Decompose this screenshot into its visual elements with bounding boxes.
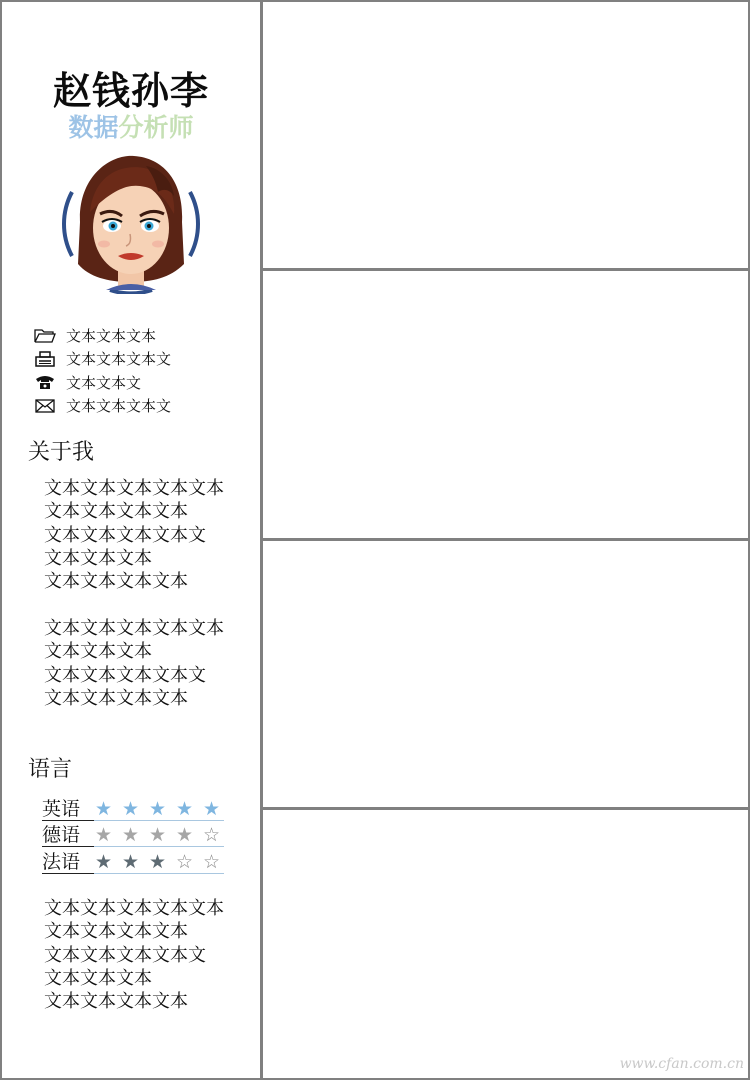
text-line: 文本文本文本文本 bbox=[44, 501, 188, 523]
job-title-part2: 分析师 bbox=[118, 113, 194, 142]
star-icon: ★ bbox=[94, 797, 113, 820]
watermark: www.cfan.com.cn bbox=[619, 1056, 744, 1072]
language-heading: 语言 bbox=[28, 757, 73, 782]
star-icon: ★ bbox=[175, 824, 194, 846]
star-icon: ★ bbox=[94, 824, 113, 846]
star-icon: ★ bbox=[175, 797, 194, 820]
text-line: 文本文本文本文本 bbox=[44, 921, 188, 943]
language-row-german bbox=[42, 821, 224, 848]
language-label: 德语 bbox=[42, 824, 94, 847]
content-panel-1 bbox=[263, 2, 748, 268]
contact-text: 文本文本文本文 bbox=[66, 350, 172, 369]
star-icon: ★ bbox=[121, 850, 140, 873]
text-line: 文本文本文本 bbox=[44, 641, 152, 663]
about-heading: 关于我 bbox=[28, 440, 95, 465]
contact-item-telephone bbox=[32, 371, 171, 394]
content-panel-3 bbox=[263, 541, 748, 807]
language-paragraph bbox=[44, 897, 224, 1013]
star-icon: ★ bbox=[202, 797, 221, 820]
contact-item-folder bbox=[32, 324, 171, 347]
contact-text: 文本文本文本文 bbox=[66, 397, 172, 416]
telephone-icon bbox=[32, 373, 58, 391]
star-icon: ☆ bbox=[175, 850, 194, 873]
envelope-icon bbox=[32, 397, 58, 415]
text-line: 文本文本文本文本文 bbox=[44, 944, 206, 966]
star-icon: ★ bbox=[121, 797, 140, 820]
content-panel-4 bbox=[263, 810, 748, 1078]
text-line: 文本文本文本文本 bbox=[44, 687, 188, 709]
text-line: 文本文本文本文本文本 bbox=[44, 478, 224, 499]
language-rating bbox=[94, 851, 224, 874]
text-line: 文本文本文本文本文 bbox=[44, 524, 206, 546]
folder-icon bbox=[32, 327, 58, 345]
content-panel-2 bbox=[263, 271, 748, 538]
star-icon: ☆ bbox=[202, 850, 221, 873]
star-icon: ★ bbox=[148, 824, 167, 846]
text-line: 文本文本文本文本文本 bbox=[44, 898, 224, 919]
language-list bbox=[42, 794, 224, 874]
language-row-french bbox=[42, 847, 224, 874]
text-line: 文本文本文本 bbox=[44, 547, 152, 569]
text-line: 文本文本文本文本 bbox=[44, 991, 188, 1013]
language-label: 英语 bbox=[42, 798, 94, 821]
contact-list bbox=[32, 324, 171, 417]
star-icon: ☆ bbox=[202, 824, 221, 846]
avatar bbox=[60, 152, 202, 294]
language-row-english bbox=[42, 794, 224, 821]
printer-icon bbox=[32, 350, 58, 368]
contact-text: 文本文本文 bbox=[66, 373, 142, 392]
contact-item-envelope bbox=[32, 394, 171, 417]
about-paragraph-1 bbox=[44, 477, 224, 593]
sidebar bbox=[2, 2, 260, 1078]
star-icon: ★ bbox=[94, 850, 113, 873]
language-rating bbox=[94, 824, 224, 847]
job-title bbox=[2, 108, 260, 144]
star-icon: ★ bbox=[148, 797, 167, 820]
language-label: 法语 bbox=[42, 851, 94, 874]
text-line: 文本文本文本 bbox=[44, 967, 152, 989]
text-line: 文本文本文本文本文 bbox=[44, 664, 206, 686]
star-icon: ★ bbox=[121, 824, 140, 846]
person-name: 赵钱孙李 bbox=[52, 69, 209, 113]
text-line: 文本文本文本文本 bbox=[44, 571, 188, 593]
contact-text: 文本文本文本 bbox=[66, 327, 157, 346]
text-line: 文本文本文本文本文本 bbox=[44, 618, 224, 639]
contact-item-printer bbox=[32, 347, 171, 370]
language-rating bbox=[94, 798, 224, 821]
star-icon: ★ bbox=[148, 850, 167, 873]
about-paragraph-2 bbox=[44, 617, 224, 710]
job-title-part1: 数据 bbox=[68, 113, 119, 142]
